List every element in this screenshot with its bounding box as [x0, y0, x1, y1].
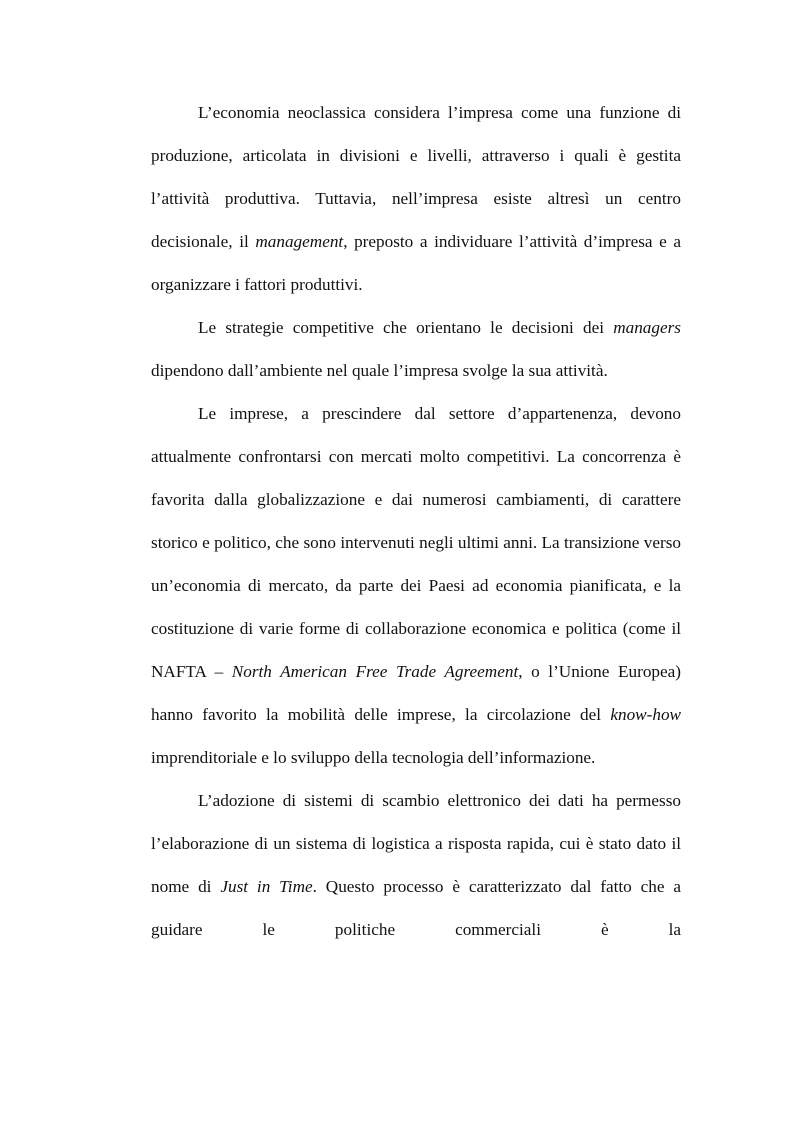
paragraph-1	[151, 91, 681, 306]
paragraph-4-text-1: L’adozione di sistemi di scambio elettronico dei dati ha permesso l’elaborazione di un sistema di logistica a risposta rapida, cui è stato dato il nome di	[151, 791, 681, 896]
paragraph-1-text-1: L’economia neoclassica considera l’impresa come una funzione di produzione, articolata in divisioni e livelli, attraverso i quali è gestita l’attività produttiva. Tuttavia, nell’impresa esiste altresì un centro decisionale, il	[151, 103, 681, 251]
paragraph-3-text-3: imprenditoriale e lo sviluppo della tecnologia dell’informazione.	[151, 748, 596, 767]
paragraph-4-text-2: . Questo processo è caratterizzato dal fatto che a guidare le politiche commerciali è la	[151, 877, 681, 939]
paragraph-1-italic-management: management	[255, 232, 344, 251]
paragraph-3-text-1: Le imprese, a prescindere dal settore d’appartenenza, devono attualmente confrontarsi con mercati molto competitivi. La concorrenza è favorita dalla globalizzazione e dai numerosi cambiamenti, di carattere storico e politico, che sono intervenuti negli ultimi anni. La transizione verso un’economia di mercato, da parte dei Paesi ad economia pianificata, e la costituzione di varie forme di collaborazione economica e politica (come il NAFTA –	[151, 404, 681, 681]
paragraph-2-text-2: dipendono dall’ambiente nel quale l’impresa svolge la sua attività.	[151, 361, 608, 380]
paragraph-4	[151, 779, 681, 951]
paragraph-1-text-2: , preposto a individuare l’attività d’impresa e a organizzare i fattori produttivi.	[151, 232, 681, 294]
paragraph-3	[151, 392, 681, 779]
paragraph-4-italic-just-in-time: Just in Time	[220, 877, 313, 896]
body-text	[151, 91, 681, 951]
paragraph-2-italic-managers: managers	[613, 318, 681, 337]
paragraph-2	[151, 306, 681, 392]
paragraph-3-italic-nafta: North American Free Trade Agreement	[231, 662, 519, 681]
paragraph-2-text-1: Le strategie competitive che orientano le decisioni dei	[198, 318, 614, 337]
paragraph-3-italic-know-how: know-how	[610, 705, 681, 724]
paragraph-3-text-2: , o l’Unione Europea) hanno favorito la mobilità delle imprese, la circolazione del	[151, 662, 681, 724]
